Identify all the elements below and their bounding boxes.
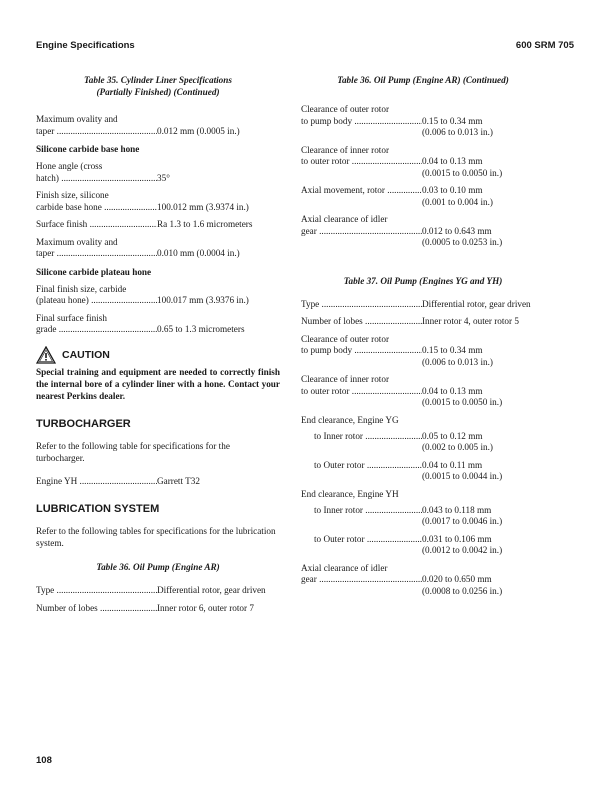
spec-label: Clearance of inner rotor: [301, 144, 390, 155]
page-header-doc-id: 600 SRM 705: [515, 40, 574, 51]
spec-row: [301, 563, 545, 598]
spec-label: Clearance of outer rotor: [301, 333, 390, 344]
table-35-title-line2: (Partially Finished) (Continued): [96, 87, 220, 97]
spec-label: Axial movement, rotor: [301, 185, 385, 195]
spec-row: [36, 585, 280, 597]
spec-label: Number of lobes: [301, 316, 363, 326]
subheading-base-hone: Silicone carbide base hone: [36, 144, 140, 154]
spec-label: hatch): [36, 172, 59, 183]
spec-value: 0.04 to 0.11 mm: [422, 459, 483, 470]
spec-value-imperial: (0.006 to 0.013 in.): [422, 356, 493, 367]
spec-label: gear: [301, 574, 317, 584]
section-heading-lubrication: LUBRICATION SYSTEM: [36, 503, 160, 515]
spec-value: Differential rotor, gear driven: [157, 585, 266, 595]
right-column: [301, 74, 545, 597]
spec-value: 0.012 mm (0.0005 in.): [157, 125, 240, 136]
spec-value-imperial: (0.0012 to 0.0042 in.): [422, 545, 503, 555]
spec-row: [36, 114, 280, 137]
section-heading-turbocharger: TURBOCHARGER: [36, 417, 131, 430]
spec-label: to Inner rotor: [314, 430, 363, 441]
spec-value: 100.017 mm (3.9376 in.): [157, 295, 249, 305]
left-column: [36, 74, 280, 614]
end-clearance-yg-heading: End clearance, Engine YG: [301, 414, 399, 425]
spec-row: [301, 104, 545, 139]
spec-row: [301, 431, 545, 454]
caution-text: Special training and equipment are needed to correctly finish the internal bore of a cylinder liner with a hone. Contact your nearest Perkins dealer.: [36, 366, 280, 401]
spec-row: [301, 185, 545, 208]
spec-label: to Outer rotor: [314, 533, 365, 544]
spec-label: Final surface finish: [36, 312, 107, 323]
spec-value: 0.043 to 0.118 mm: [422, 504, 492, 515]
spec-row: [36, 603, 280, 615]
spec-label: Maximum ovality and: [36, 114, 118, 124]
spec-row: [301, 316, 545, 328]
spec-value-imperial: (0.0017 to 0.0046 in.): [422, 516, 503, 526]
spec-label: to Inner rotor: [314, 504, 363, 515]
table-37-title: Table 37. Oil Pump (Engines YG and YH): [343, 275, 503, 286]
spec-row: [301, 374, 545, 409]
spec-value-imperial: (0.006 to 0.013 in.): [422, 127, 493, 137]
spec-value-imperial: (0.0005 to 0.0253 in.): [422, 237, 503, 247]
spec-label: (plateau hone): [36, 295, 89, 305]
spec-value-imperial: (0.001 to 0.004 in.): [422, 196, 493, 207]
spec-label: to pump body: [301, 115, 353, 126]
spec-label: Clearance of outer rotor: [301, 104, 390, 114]
warning-triangle-icon: [36, 346, 56, 364]
spec-value-imperial: (0.0015 to 0.0050 in.): [422, 397, 503, 407]
spec-value: 0.04 to 0.13 mm: [422, 156, 483, 166]
spec-label: to outer rotor: [301, 385, 350, 396]
spec-label: grade: [36, 324, 57, 334]
spec-row: [36, 190, 280, 213]
spec-label: Type: [36, 585, 55, 595]
caution-notice: [36, 346, 280, 402]
spec-row: [36, 284, 280, 307]
spec-value-imperial: (0.0015 to 0.0050 in.): [422, 167, 503, 178]
page-header-title: Engine Specifications: [36, 40, 135, 51]
spec-label: Maximum ovality and: [36, 236, 118, 247]
spec-value: 0.020 to 0.650 mm: [422, 574, 492, 584]
spec-label: Axial clearance of idler: [301, 562, 388, 573]
spec-label: Number of lobes: [36, 602, 98, 613]
spec-label: Finish size, silicone: [36, 190, 109, 200]
page-number: 108: [36, 755, 52, 766]
spec-value: Garrett T32: [157, 475, 200, 486]
spec-row: [36, 476, 280, 488]
spec-value: 0.05 to 0.12 mm: [422, 430, 483, 441]
spec-row: [36, 237, 280, 260]
spec-value: 0.15 to 0.34 mm: [422, 345, 483, 355]
spec-label: to pump body: [301, 345, 353, 355]
table-36-continued-title: Table 36. Oil Pump (Engine AR) (Continued): [337, 75, 509, 85]
spec-label: Surface finish: [36, 219, 88, 229]
spec-value: 0.012 to 0.643 mm: [422, 225, 492, 236]
spec-label: to outer rotor: [301, 156, 350, 166]
spec-value-imperial: (0.0015 to 0.0044 in.): [422, 471, 503, 481]
spec-label: Axial clearance of idler: [301, 214, 388, 224]
spec-label: Final finish size, carbide: [36, 283, 127, 294]
subheading-plateau-hone: Silicone carbide plateau hone: [36, 266, 152, 277]
table-35-title-line1: Table 35. Cylinder Liner Specifications: [84, 75, 232, 85]
spec-value: 0.15 to 0.34 mm: [422, 115, 483, 126]
spec-value: 0.031 to 0.106 mm: [422, 533, 492, 544]
spec-label: Engine YH: [36, 475, 78, 486]
spec-value: Ra 1.3 to 1.6 micrometers: [157, 219, 253, 229]
spec-label: Clearance of inner rotor: [301, 374, 390, 384]
spec-value: 0.03 to 0.10 mm: [422, 185, 483, 195]
spec-row: [36, 161, 280, 184]
spec-label: Hone angle (cross: [36, 161, 103, 171]
spec-value: 0.010 mm (0.0004 in.): [157, 248, 240, 258]
spec-value-imperial: (0.0008 to 0.0256 in.): [422, 585, 503, 596]
table-36-title: Table 36. Oil Pump (Engine AR): [96, 562, 220, 572]
spec-value: 0.04 to 0.13 mm: [422, 385, 483, 396]
lubrication-intro: Refer to the following tables for specifications for the lubrication system.: [36, 526, 276, 548]
spec-row: [301, 505, 545, 528]
turbocharger-intro: Refer to the following table for specifications for the turbocharger.: [36, 440, 230, 463]
spec-label: taper: [36, 125, 55, 136]
spec-label: carbide base hone: [36, 201, 102, 212]
spec-value: 100.012 mm (3.9374 in.): [157, 201, 249, 212]
spec-value: 35°: [157, 172, 170, 183]
spec-value: Inner rotor 4, outer rotor 5: [422, 316, 519, 326]
table-35-title: [36, 74, 280, 98]
spec-row: [301, 460, 545, 483]
spec-label: to Outer rotor: [314, 459, 365, 470]
spec-value: Differential rotor, gear driven: [422, 298, 531, 309]
spec-row: [301, 334, 545, 369]
spec-row: [301, 534, 545, 557]
spec-row: [36, 219, 280, 231]
spec-label: gear: [301, 225, 317, 236]
spec-value: Inner rotor 6, outer rotor 7: [157, 602, 254, 613]
spec-row: [301, 145, 545, 180]
spec-label: taper: [36, 248, 55, 258]
spec-value: 0.65 to 1.3 micrometers: [157, 324, 245, 334]
spec-row: [301, 214, 545, 249]
caution-title: CAUTION: [62, 348, 110, 361]
end-clearance-yh-heading: End clearance, Engine YH: [301, 488, 399, 499]
spec-label: Type: [301, 298, 320, 309]
spec-row: [301, 299, 545, 311]
spec-row: [36, 313, 280, 336]
spec-value-imperial: (0.002 to 0.005 in.): [422, 442, 493, 452]
